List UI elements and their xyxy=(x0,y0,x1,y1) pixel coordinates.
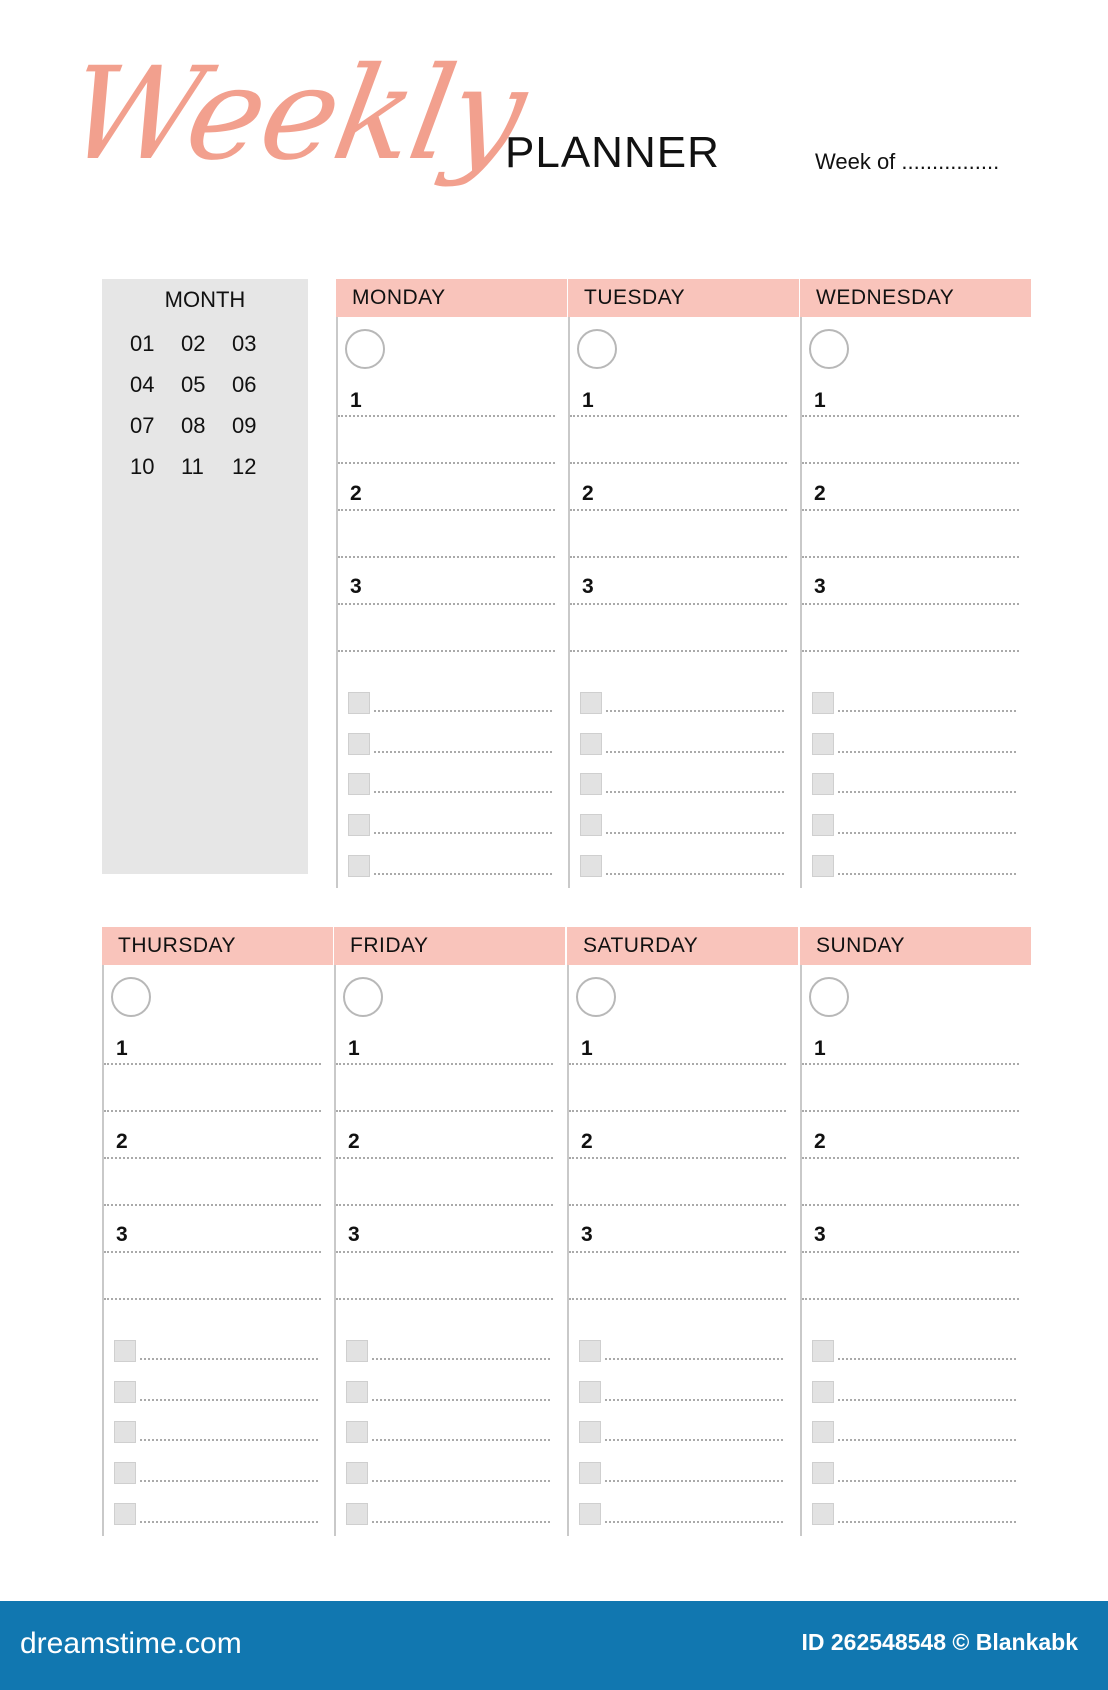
todo-line[interactable] xyxy=(605,1399,783,1401)
month-number[interactable]: 08 xyxy=(181,413,206,438)
todo-line[interactable] xyxy=(374,791,552,793)
priority-line[interactable] xyxy=(570,415,787,417)
month-number[interactable]: 03 xyxy=(232,331,257,356)
priority-number: 3 xyxy=(350,575,362,598)
priority-line[interactable] xyxy=(338,556,555,558)
weekly-script-title: Weekly xyxy=(56,40,535,189)
priority-line[interactable] xyxy=(569,1204,786,1206)
checkbox[interactable] xyxy=(812,733,834,755)
dreamstime-logo: dreamstime.com xyxy=(20,1627,242,1660)
todo-line[interactable] xyxy=(606,710,784,712)
checkbox[interactable] xyxy=(812,1462,834,1484)
checkbox[interactable] xyxy=(114,1421,136,1443)
priority-line[interactable] xyxy=(802,1204,1019,1206)
priority-line[interactable] xyxy=(802,1157,1019,1159)
priority-number: 2 xyxy=(582,482,594,505)
priority-line[interactable] xyxy=(569,1063,786,1065)
day-label: TUESDAY xyxy=(584,286,686,309)
todo-line[interactable] xyxy=(605,1439,783,1441)
priority-line[interactable] xyxy=(336,1110,553,1112)
todo-line[interactable] xyxy=(374,873,552,875)
checkbox[interactable] xyxy=(348,773,370,795)
day-header xyxy=(800,927,1031,965)
checkbox[interactable] xyxy=(812,855,834,877)
priority-line[interactable] xyxy=(569,1298,786,1300)
priority-line[interactable] xyxy=(569,1251,786,1253)
todo-line[interactable] xyxy=(605,1480,783,1482)
day-circle-marker[interactable] xyxy=(577,329,617,369)
checkbox[interactable] xyxy=(346,1381,368,1403)
priority-line[interactable] xyxy=(336,1251,553,1253)
day-circle-marker[interactable] xyxy=(576,977,616,1017)
priority-line[interactable] xyxy=(336,1204,553,1206)
todo-line[interactable] xyxy=(605,1521,783,1523)
checkbox[interactable] xyxy=(348,855,370,877)
checkbox[interactable] xyxy=(114,1462,136,1484)
priority-number: 1 xyxy=(348,1037,360,1060)
priority-number: 3 xyxy=(582,575,594,598)
priority-number: 2 xyxy=(814,1130,826,1153)
priority-number: 1 xyxy=(814,389,826,412)
checkbox[interactable] xyxy=(580,814,602,836)
priority-line[interactable] xyxy=(570,509,787,511)
priority-line[interactable] xyxy=(569,1157,786,1159)
todo-line[interactable] xyxy=(838,710,1016,712)
checkbox[interactable] xyxy=(580,733,602,755)
priority-line[interactable] xyxy=(338,415,555,417)
priority-number: 2 xyxy=(348,1130,360,1153)
checkbox[interactable] xyxy=(114,1340,136,1362)
priority-line[interactable] xyxy=(104,1110,321,1112)
month-number[interactable]: 01 xyxy=(130,331,155,356)
checkbox[interactable] xyxy=(346,1340,368,1362)
checkbox[interactable] xyxy=(579,1462,601,1484)
priority-number: 3 xyxy=(814,1223,826,1246)
todo-line[interactable] xyxy=(140,1480,318,1482)
checkbox[interactable] xyxy=(114,1381,136,1403)
month-number[interactable]: 04 xyxy=(130,372,155,397)
day-circle-marker[interactable] xyxy=(345,329,385,369)
checkbox[interactable] xyxy=(346,1421,368,1443)
todo-line[interactable] xyxy=(372,1439,550,1441)
todo-line[interactable] xyxy=(605,1358,783,1360)
priority-line[interactable] xyxy=(570,462,787,464)
priority-line[interactable] xyxy=(336,1063,553,1065)
priority-number: 1 xyxy=(581,1037,593,1060)
priority-line[interactable] xyxy=(802,556,1019,558)
month-number[interactable]: 12 xyxy=(232,454,257,479)
priority-number: 2 xyxy=(814,482,826,505)
priority-number: 3 xyxy=(348,1223,360,1246)
day-column-sunday xyxy=(800,927,1031,1537)
month-panel xyxy=(102,279,308,874)
priority-number: 2 xyxy=(350,482,362,505)
todo-line[interactable] xyxy=(372,1399,550,1401)
day-header xyxy=(800,279,1031,317)
priority-line[interactable] xyxy=(802,603,1019,605)
priority-line[interactable] xyxy=(802,1251,1019,1253)
todo-line[interactable] xyxy=(374,832,552,834)
priority-line[interactable] xyxy=(802,509,1019,511)
day-circle-marker[interactable] xyxy=(809,977,849,1017)
checkbox[interactable] xyxy=(579,1381,601,1403)
checkbox[interactable] xyxy=(812,692,834,714)
month-number[interactable]: 02 xyxy=(181,331,206,356)
priority-number: 1 xyxy=(350,389,362,412)
priority-line[interactable] xyxy=(338,603,555,605)
todo-line[interactable] xyxy=(606,873,784,875)
day-label: WEDNESDAY xyxy=(816,286,955,309)
checkbox[interactable] xyxy=(114,1503,136,1525)
checkbox[interactable] xyxy=(580,692,602,714)
checkbox[interactable] xyxy=(812,773,834,795)
todo-line[interactable] xyxy=(838,1521,1016,1523)
day-column-saturday xyxy=(567,927,798,1537)
todo-line[interactable] xyxy=(838,832,1016,834)
month-number[interactable]: 07 xyxy=(130,413,155,438)
priority-line[interactable] xyxy=(570,556,787,558)
checkbox[interactable] xyxy=(348,733,370,755)
day-column-wednesday xyxy=(800,279,1031,889)
priority-line[interactable] xyxy=(338,462,555,464)
todo-line[interactable] xyxy=(140,1521,318,1523)
checkbox[interactable] xyxy=(579,1340,601,1362)
day-label: SUNDAY xyxy=(816,934,905,957)
day-label: THURSDAY xyxy=(118,934,236,957)
day-header xyxy=(336,279,567,317)
checkbox[interactable] xyxy=(579,1503,601,1525)
priority-number: 3 xyxy=(581,1223,593,1246)
priority-number: 1 xyxy=(116,1037,128,1060)
checkbox[interactable] xyxy=(812,1421,834,1443)
priority-number: 2 xyxy=(116,1130,128,1153)
priority-number: 1 xyxy=(582,389,594,412)
priority-line[interactable] xyxy=(104,1157,321,1159)
checkbox[interactable] xyxy=(579,1421,601,1443)
checkbox[interactable] xyxy=(580,855,602,877)
image-credit: ID 262548548 © Blankabk xyxy=(801,1629,1078,1655)
month-number[interactable]: 05 xyxy=(181,372,206,397)
checkbox[interactable] xyxy=(812,814,834,836)
todo-line[interactable] xyxy=(374,751,552,753)
priority-line[interactable] xyxy=(336,1298,553,1300)
priority-line[interactable] xyxy=(802,650,1019,652)
priority-line[interactable] xyxy=(338,650,555,652)
todo-line[interactable] xyxy=(606,832,784,834)
checkbox[interactable] xyxy=(348,814,370,836)
priority-line[interactable] xyxy=(802,462,1019,464)
todo-line[interactable] xyxy=(140,1439,318,1441)
month-number[interactable]: 06 xyxy=(232,372,257,397)
priority-line[interactable] xyxy=(569,1110,786,1112)
priority-line[interactable] xyxy=(570,603,787,605)
priority-line[interactable] xyxy=(104,1298,321,1300)
checkbox[interactable] xyxy=(580,773,602,795)
day-column-friday xyxy=(334,927,565,1537)
month-number[interactable]: 10 xyxy=(130,454,155,479)
day-circle-marker[interactable] xyxy=(111,977,151,1017)
footer-bar xyxy=(0,1601,1108,1690)
day-header xyxy=(567,927,798,965)
day-header xyxy=(334,927,565,965)
checkbox[interactable] xyxy=(348,692,370,714)
todo-line[interactable] xyxy=(372,1358,550,1360)
todo-line[interactable] xyxy=(838,791,1016,793)
todo-line[interactable] xyxy=(838,1480,1016,1482)
day-header xyxy=(102,927,333,965)
day-column-thursday xyxy=(102,927,333,1537)
priority-line[interactable] xyxy=(104,1063,321,1065)
month-number[interactable]: 11 xyxy=(181,454,204,479)
priority-line[interactable] xyxy=(104,1204,321,1206)
month-grid xyxy=(130,331,283,480)
day-column-tuesday xyxy=(568,279,799,889)
todo-line[interactable] xyxy=(372,1480,550,1482)
todo-line[interactable] xyxy=(374,710,552,712)
priority-number: 2 xyxy=(581,1130,593,1153)
priority-number: 1 xyxy=(814,1037,826,1060)
checkbox[interactable] xyxy=(812,1381,834,1403)
priority-line[interactable] xyxy=(570,650,787,652)
todo-line[interactable] xyxy=(140,1358,318,1360)
checkbox[interactable] xyxy=(346,1503,368,1525)
todo-line[interactable] xyxy=(838,1439,1016,1441)
priority-line[interactable] xyxy=(802,415,1019,417)
day-column-monday xyxy=(336,279,567,889)
todo-line[interactable] xyxy=(838,1358,1016,1360)
priority-line[interactable] xyxy=(802,1298,1019,1300)
todo-line[interactable] xyxy=(838,1399,1016,1401)
day-label: FRIDAY xyxy=(350,934,429,957)
month-label: MONTH xyxy=(164,287,246,312)
priority-number: 3 xyxy=(814,575,826,598)
todo-line[interactable] xyxy=(838,873,1016,875)
planner-title: PLANNER xyxy=(505,128,720,177)
checkbox[interactable] xyxy=(812,1503,834,1525)
priority-line[interactable] xyxy=(336,1157,553,1159)
week-of-field[interactable]: Week of ................ xyxy=(815,149,1000,174)
todo-line[interactable] xyxy=(606,791,784,793)
priority-line[interactable] xyxy=(104,1251,321,1253)
checkbox[interactable] xyxy=(812,1340,834,1362)
day-circle-marker[interactable] xyxy=(343,977,383,1017)
priority-line[interactable] xyxy=(802,1063,1019,1065)
todo-line[interactable] xyxy=(606,751,784,753)
checkbox[interactable] xyxy=(346,1462,368,1484)
day-label: SATURDAY xyxy=(583,934,699,957)
priority-line[interactable] xyxy=(338,509,555,511)
day-circle-marker[interactable] xyxy=(809,329,849,369)
month-number[interactable]: 09 xyxy=(232,413,257,438)
priority-number: 3 xyxy=(116,1223,128,1246)
todo-line[interactable] xyxy=(372,1521,550,1523)
day-label: MONDAY xyxy=(352,286,446,309)
todo-line[interactable] xyxy=(838,751,1016,753)
day-header xyxy=(568,279,799,317)
todo-line[interactable] xyxy=(140,1399,318,1401)
priority-line[interactable] xyxy=(802,1110,1019,1112)
